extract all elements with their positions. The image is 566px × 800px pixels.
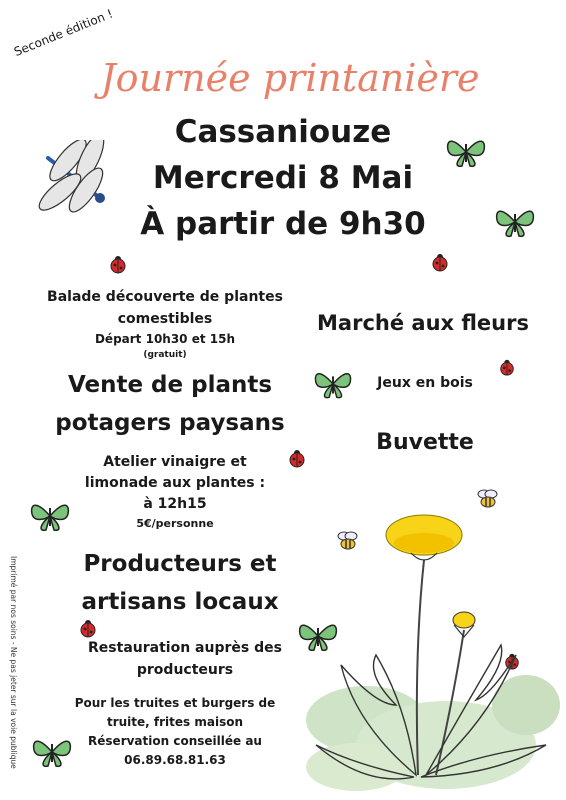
butterfly-icon (493, 202, 537, 242)
print-note: Imprimé par nos soins - Ne pas jeter sur la voie publique (9, 556, 18, 769)
flower-market: Marché aux fleurs (317, 311, 529, 335)
workshop-line2: limonade aux plantes : (84, 475, 266, 491)
event-date: Mercredi 8 Mai (152, 160, 414, 196)
walk-title-line2: comestibles (117, 311, 213, 327)
butterfly-icon (312, 366, 354, 402)
walk-price: (gratuit) (143, 350, 187, 360)
start-time: À partir de 9h30 (140, 206, 426, 242)
walk-block (30, 286, 300, 362)
food-info (60, 694, 290, 770)
dandelion-icon (296, 505, 560, 795)
workshop-block (60, 452, 290, 532)
catering-line2: producteurs (136, 662, 234, 678)
event-title: Journée printanière (100, 56, 480, 100)
plants-sale (30, 366, 310, 442)
food-line1: Pour les truites et burgers de (74, 696, 276, 710)
catering (50, 637, 320, 681)
workshop-line1: Atelier vinaigre et (103, 454, 247, 470)
wood-games: Jeux en bois (377, 375, 473, 391)
workshop-price: 5€/personne (136, 517, 214, 530)
butterfly-icon (28, 498, 72, 534)
town-name: Cassaniouze (174, 114, 392, 150)
ladybug-icon (430, 252, 450, 272)
butterfly-icon (30, 732, 74, 772)
walk-title-line1: Balade découverte de plantes (47, 289, 283, 305)
ladybug-icon (108, 254, 128, 274)
dragonfly-icon (38, 140, 128, 225)
ladybug-icon (287, 448, 307, 468)
butterfly-icon (444, 134, 488, 170)
food-line3: Réservation conseillée au (88, 734, 262, 748)
plants-sale-line1: Vente de plants (67, 372, 273, 398)
catering-line1: Restauration auprès des (88, 640, 282, 656)
plants-sale-line2: potagers paysans (55, 410, 285, 436)
phone-number: 06.89.68.81.63 (124, 753, 226, 767)
bar: Buvette (376, 430, 474, 455)
workshop-time: à 12h15 (143, 496, 207, 512)
producers (40, 545, 320, 621)
ladybug-icon (498, 358, 516, 376)
producers-line1: Producteurs et (83, 551, 277, 577)
producers-line2: artisans locaux (81, 589, 279, 615)
ladybug-icon (78, 618, 98, 638)
walk-times: Départ 10h30 et 15h (94, 332, 236, 346)
edition-note: Seconde édition ! (12, 6, 115, 59)
food-line2: truite, frites maison (106, 715, 243, 729)
